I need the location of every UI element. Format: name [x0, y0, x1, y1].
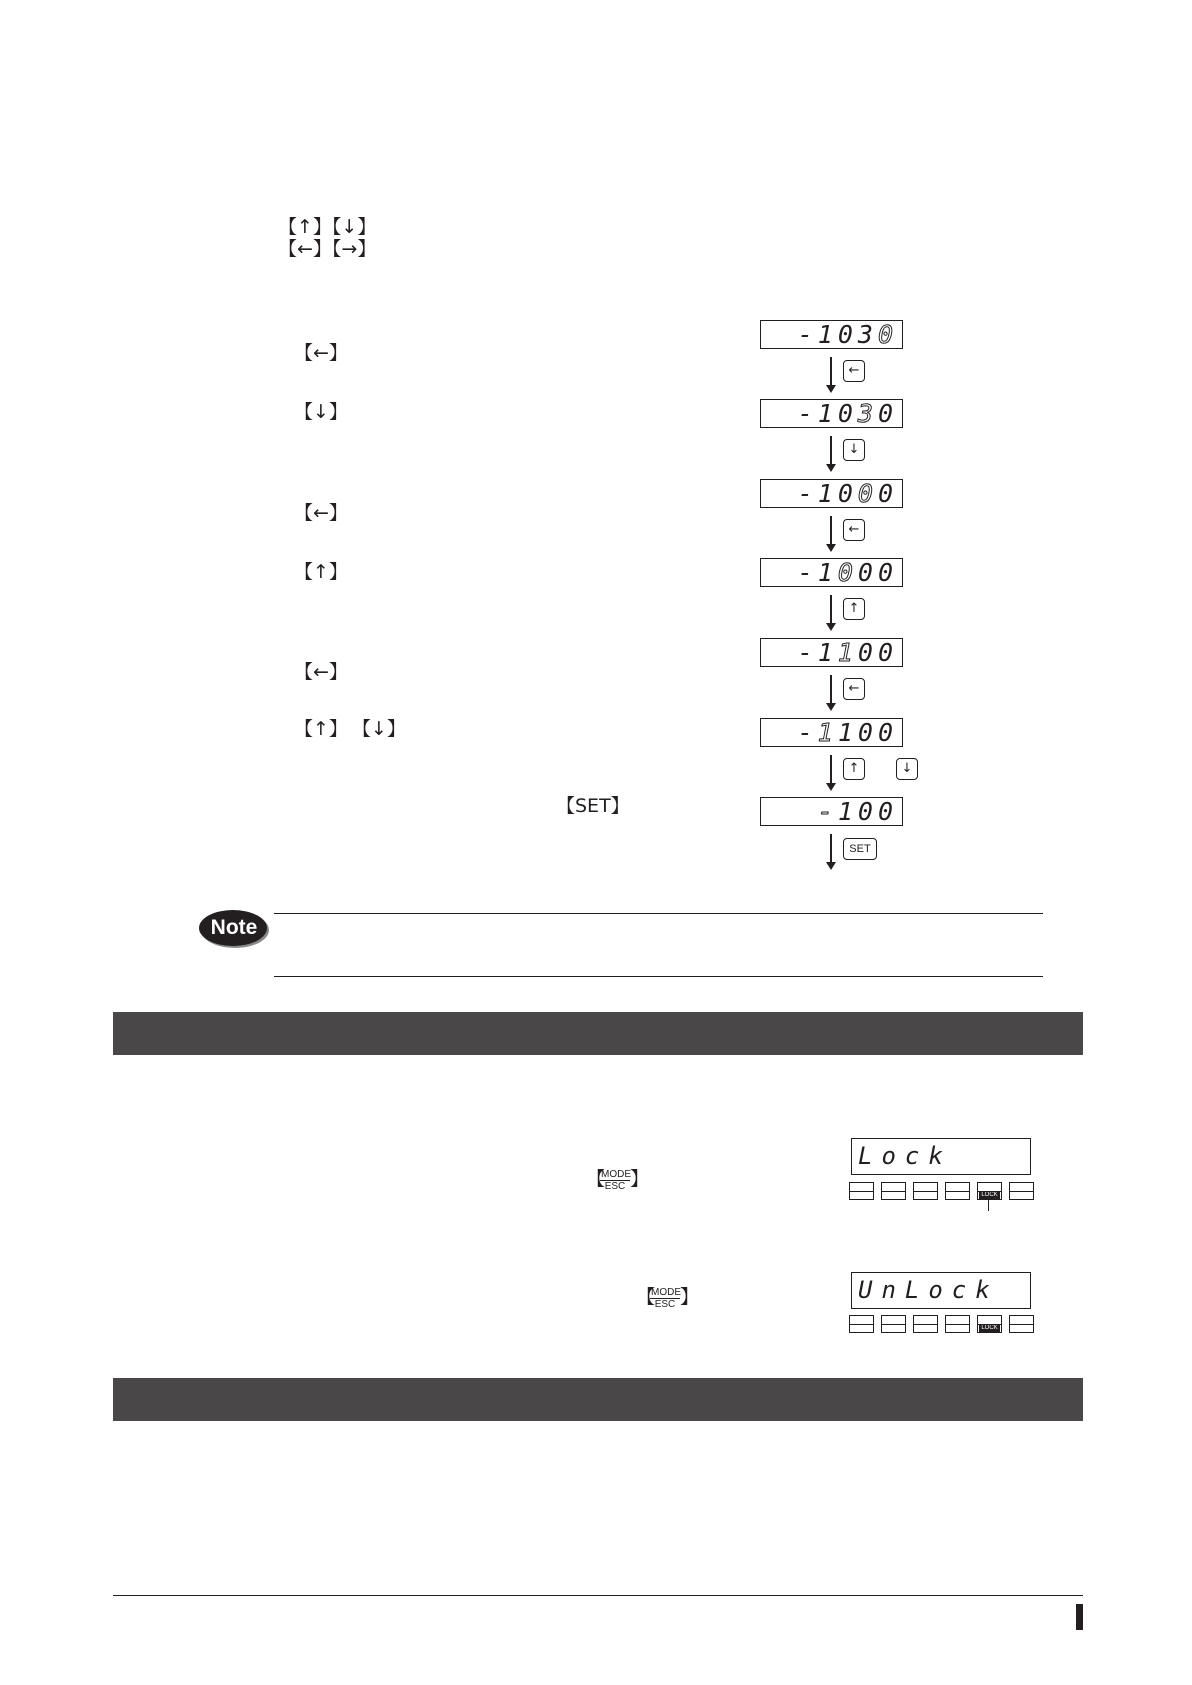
digit: -: [797, 399, 818, 428]
flow-arrow: [830, 675, 832, 709]
status-led: [913, 1182, 938, 1200]
digit: 0: [877, 558, 898, 587]
flow-arrow: [830, 357, 832, 391]
segment-display-3: [760, 479, 903, 508]
segment-display-digits: [798, 639, 898, 666]
digit: 1: [817, 399, 838, 428]
flow-arrow: [830, 436, 832, 470]
segment-display-digits: [798, 400, 898, 427]
status-led: [881, 1182, 906, 1200]
status-led: [1009, 1182, 1034, 1200]
digit: 1: [817, 638, 838, 667]
blinking-digit: -: [817, 797, 838, 826]
step6-up-key: 【↑】: [294, 718, 348, 740]
step6-down-key: 【↓】: [352, 718, 406, 740]
digit: 3: [857, 320, 878, 349]
digit: 1: [837, 718, 858, 747]
segment-display-7: [760, 797, 903, 826]
step1-left-key: 【←】: [294, 342, 348, 364]
digit: [798, 798, 818, 825]
arrow-key-icon: ←: [843, 678, 865, 700]
status-led: [945, 1315, 970, 1333]
status-led: [913, 1315, 938, 1333]
arrow-key-icon: ←: [843, 519, 865, 541]
arrow-key-icon: ↓: [896, 758, 918, 780]
segment-display-4: [760, 558, 903, 587]
digit: -: [797, 638, 818, 667]
lock-display: [851, 1138, 1031, 1175]
flow-arrow: [830, 516, 832, 550]
digit: -: [797, 479, 818, 508]
status-led: [849, 1315, 874, 1333]
unlock-display-text: UnLock: [858, 1276, 999, 1304]
blinking-digit: 1: [837, 638, 858, 667]
flow-arrow: [830, 834, 832, 868]
segment-display-1: [760, 320, 903, 349]
digit: -: [797, 558, 818, 587]
note-bottom-rule: [274, 976, 1043, 977]
arrow-key-icon: ↑: [843, 758, 865, 780]
flow-arrow: [830, 595, 832, 629]
digit: 0: [857, 797, 878, 826]
up-down-keys: 【↑】【↓】: [278, 216, 377, 238]
digit: 0: [857, 718, 878, 747]
segment-display-digits: [798, 321, 898, 348]
segment-display-5: [760, 638, 903, 667]
footer-rule: [113, 1595, 1083, 1596]
blinking-digit: 0: [857, 479, 878, 508]
digit: 0: [877, 479, 898, 508]
digit: 1: [837, 797, 858, 826]
set-key-icon: SET: [843, 838, 877, 860]
segment-display-digits: [798, 480, 898, 507]
status-led: [977, 1182, 1002, 1200]
digit: 0: [837, 399, 858, 428]
status-led: [945, 1182, 970, 1200]
digit: 0: [857, 558, 878, 587]
digit: 0: [877, 718, 898, 747]
flow-arrow: [830, 755, 832, 789]
segment-display-digits: [798, 719, 898, 746]
digit: 1: [817, 320, 838, 349]
page-edge-marker: [1076, 1604, 1083, 1630]
digit: 0: [837, 320, 858, 349]
unlock-led-row: [849, 1315, 1037, 1335]
status-led: [849, 1182, 874, 1200]
step4-up-key: 【↑】: [294, 561, 348, 583]
unlock-display: [851, 1272, 1031, 1309]
section-header-bar-2: [113, 1378, 1083, 1421]
digit: 0: [877, 399, 898, 428]
digit: 1: [817, 479, 838, 508]
lock-led-label: LOCK: [979, 1192, 1000, 1199]
digit: 0: [857, 638, 878, 667]
segment-display-2: [760, 399, 903, 428]
lock-led-label: LOCK: [979, 1325, 1000, 1332]
note-top-rule: [274, 913, 1043, 914]
lock-display-text: Lock: [858, 1142, 952, 1170]
digit: 0: [877, 638, 898, 667]
step7-set-key: 【SET】: [556, 795, 630, 817]
note-badge-label: Note: [210, 916, 258, 939]
arrow-key-icon: ←: [843, 360, 865, 382]
segment-display-digits: [798, 798, 898, 825]
left-right-keys: 【←】【→】: [278, 238, 377, 260]
status-led: [1009, 1315, 1034, 1333]
section-header-bar: [113, 1012, 1083, 1055]
blinking-digit: 0: [877, 320, 898, 349]
digit: 0: [877, 797, 898, 826]
status-led: [977, 1315, 1002, 1333]
digit: 0: [837, 479, 858, 508]
arrow-key-icon: ↓: [843, 439, 865, 461]
status-led: [881, 1315, 906, 1333]
arrow-key-icon: ↑: [843, 598, 865, 620]
step3-left-key: 【←】: [294, 502, 348, 524]
digit: -: [797, 320, 818, 349]
blinking-digit: 1: [817, 718, 838, 747]
segment-display-6: [760, 718, 903, 747]
blinking-digit: 0: [837, 558, 858, 587]
lock-led-row: [849, 1182, 1037, 1202]
step2-down-key: 【↓】: [294, 401, 348, 423]
lock-led-pointer: [988, 1198, 989, 1211]
step5-left-key: 【←】: [294, 661, 348, 683]
digit: 1: [817, 558, 838, 587]
digit: -: [797, 718, 818, 747]
segment-display-digits: [798, 559, 898, 586]
blinking-digit: 3: [857, 399, 878, 428]
